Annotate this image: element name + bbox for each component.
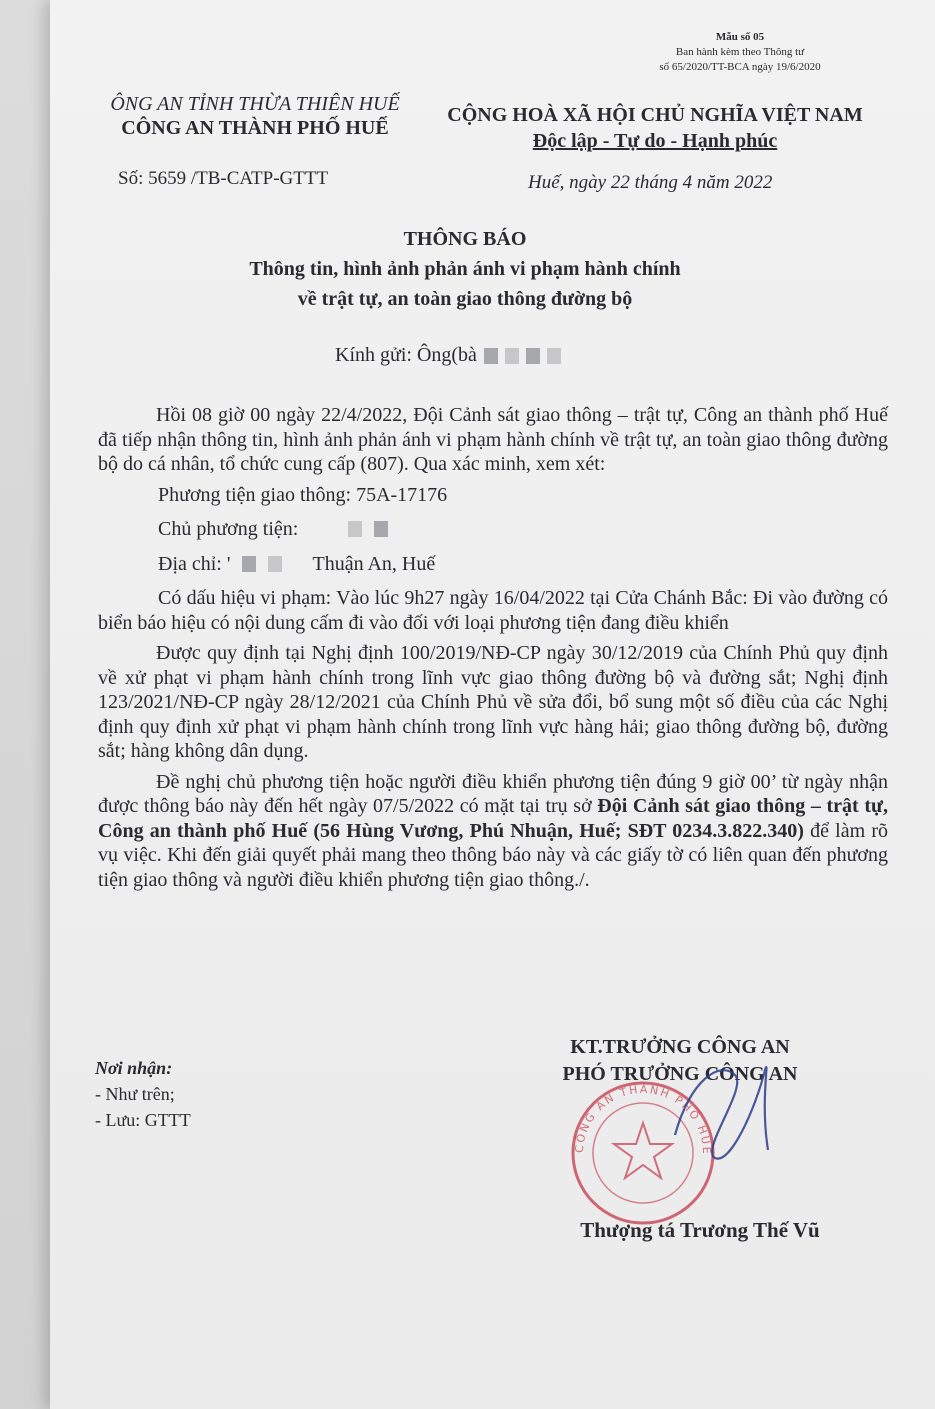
- recipient-text: Kính gửi: Ông(bà: [335, 344, 477, 366]
- owner-label: Chủ phương tiện:: [158, 518, 299, 540]
- document-number: Số: 5659 /TB-CATP-GTTT: [118, 168, 329, 189]
- form-circular: số 65/2020/TT-BCA ngày 19/6/2020: [659, 61, 821, 73]
- national-header: [445, 102, 865, 154]
- address-label: Địa chỉ: ': [158, 552, 231, 575]
- recipients-block: [95, 1055, 191, 1133]
- redaction-mark: [242, 556, 256, 572]
- address-row: [158, 552, 888, 577]
- request-paragraph: [98, 770, 888, 893]
- title-line-1: Thông tin, hình ảnh phản ánh vi phạm hành chính: [249, 258, 681, 280]
- nation-motto: Độc lập - Tự do - Hạnh phúc: [532, 130, 778, 152]
- redaction-mark: [505, 348, 519, 364]
- recipient-line: [335, 344, 561, 367]
- form-number-block: [640, 30, 840, 75]
- title-line-2: về trật tự, an toàn giao thông đường bộ: [297, 288, 633, 310]
- place-date: Huế, ngày 22 tháng 4 năm 2022: [528, 172, 773, 193]
- form-issued-with: Ban hành kèm theo Thông tư: [675, 46, 805, 58]
- seal-text: CÔNG AN THÀNH PHỐ HUẾ: [572, 1082, 714, 1156]
- vehicle-plate: Phương tiện giao thông: 75A-17176: [158, 483, 448, 506]
- redaction-mark: [484, 348, 498, 364]
- redaction-mark: [526, 348, 540, 364]
- redaction-mark: [547, 348, 561, 364]
- signer-name: Thượng tá Trương Thế Vũ: [580, 1218, 820, 1242]
- request-text-b: để làm rõ vụ việc. Khi đến giải quyết phải mang theo thông báo này và các giấy tờ có liên quan đến phương tiện giao thông và người điều khiển phương tiện giao thông./.: [98, 819, 888, 891]
- violation-paragraph: Có dấu hiệu vi phạm: Vào lúc 9h27 ngày 16/04/2022 tại Cửa Chánh Bắc: Đi vào đường có biển báo hiệu có nội dung cấm đi vào đối với loại phương tiện đang điều khiển: [98, 587, 888, 634]
- owner-row: [158, 517, 888, 542]
- nation-name: CỘNG HOÀ XÃ HỘI CHỦ NGHĨA VIỆT NAM: [447, 104, 863, 126]
- document-sheet: [50, 0, 935, 1409]
- request-text-a: Đề nghị chủ phương tiện hoặc người điều khiển phương tiện đúng 9 giờ 00’ từ ngày nhận được thông báo này đến hết ngày 07/5/2022 có mặt tại trụ sở: [98, 770, 888, 817]
- request-office: Đội Cảnh sát giao thông – trật tự, Công an thành phố Huế (56 Hùng Vương, Phú Nhuận, Huế; SĐT 0234.3.822.340): [98, 795, 888, 842]
- agency-parent: ÔNG AN TỈNH THỪA THIÊN HUẾ: [110, 93, 400, 115]
- document-body: [98, 403, 888, 898]
- agency-header: [95, 92, 415, 140]
- redaction-mark: [348, 521, 362, 537]
- address-value: Thuận An, Huế: [312, 552, 436, 575]
- handwritten-signature-icon: [660, 1040, 780, 1170]
- form-number: Mẫu số 05: [715, 31, 765, 43]
- recipients-label: Nơi nhận:: [95, 1058, 173, 1078]
- signature-line-2: PHÓ TRƯỞNG CÔNG AN: [562, 1063, 798, 1085]
- recipients-item-1: - Như trên;: [95, 1084, 175, 1104]
- signature-line-1: KT.TRƯỞNG CÔNG AN: [570, 1036, 790, 1058]
- title-main: THÔNG BÁO: [403, 228, 527, 250]
- recipients-item-2: - Lưu: GTTT: [95, 1110, 191, 1130]
- redaction-mark: [374, 521, 388, 537]
- legal-basis-paragraph: Được quy định tại Nghị định 100/2019/NĐ-CP ngày 30/12/2019 của Chính Phủ quy định về xử phạt vi phạm hành chính trong lĩnh vực giao thông đường bộ và đường sắt; Nghị định 123/2021/NĐ-CP ngày 28/12/2021 của Chính Phủ về sửa đổi, bổ sung một số điều của các Nghị định quy định xử phạt vi phạm hành chính trong lĩnh vực hàng hải; giao thông đường bộ, đường sắt; hàng không dân dụng.: [98, 642, 888, 762]
- redaction-mark: [268, 556, 282, 572]
- agency-name-text: CÔNG AN THÀNH PHỐ HUẾ: [121, 117, 389, 139]
- document-title: [50, 224, 880, 314]
- intro-paragraph: Hồi 08 giờ 00 ngày 22/4/2022, Đội Cảnh sát giao thông – trật tự, Công an thành phố Huế đã tiếp nhận thông tin, hình ảnh phản ánh vi phạm hành chính về trật tự, an toàn giao thông đường bộ do cá nhân, tổ chức cung cấp (807). Qua xác minh, xem xét:: [98, 404, 888, 475]
- agency-name: [95, 116, 415, 140]
